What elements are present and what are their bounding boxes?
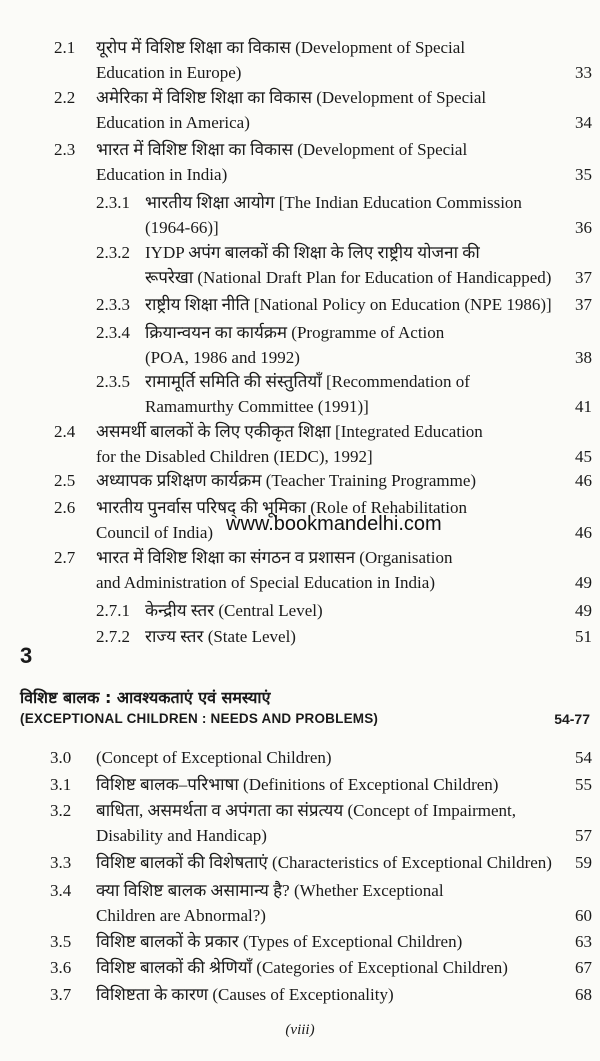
entry-page: 45 [575,447,592,466]
entry-page: 41 [575,397,592,416]
entry-title-line: भारतीय पुनर्वास परिषद् की भूमिका (Role of Rehabilitation [96,498,467,517]
entry-title-line: Ramamurthy Committee (1991)] [145,397,369,416]
entry-title-line: for the Disabled Children (IEDC), 1992] [96,447,373,466]
entry-title-line: (POA, 1986 and 1992) [145,348,300,367]
entry-number: 3.0 [50,748,72,767]
entry-title [96,468,476,493]
entry-page: 59 [575,853,592,872]
entry-number: 2.3.4 [96,323,130,342]
entry-title-line: Council of India) [96,523,214,542]
chapter-number: 3 [20,643,33,668]
entry-title-line: भारत में विशिष्ट शिक्षा का विकास (Development of Special [96,140,468,159]
entry-title [96,745,332,770]
entry-title-line: (1964-66)] [145,218,219,237]
entry-title [96,850,552,875]
entry-number: 2.3.2 [96,243,130,262]
chapter-title-hindi: विशिष्ट बालक : आवश्यकताएं एवं समस्याएं [20,688,271,707]
entry-title [145,190,522,240]
entry-page: 36 [575,218,592,237]
entry-number: 3.2 [50,801,72,820]
entry-title-line: and Administration of Special Education in India) [96,573,435,592]
entry-title [96,85,486,135]
entry-page: 57 [575,826,592,845]
entry-title-line: विशिष्टता के कारण (Causes of Exceptionality) [96,985,394,1004]
watermark-url: www.bookmandelhi.com [226,513,442,535]
chapter-title-english: (EXCEPTIONAL CHILDREN : NEEDS AND PROBLEMS) [20,711,379,726]
entry-number: 2.6 [54,498,76,517]
entry-page: 33 [575,63,592,82]
entry-title-line: विशिष्ट बालक–परिभाषा (Definitions of Exceptional Children) [96,775,499,794]
entry-page: 49 [575,601,592,620]
entry-title-line: राष्ट्रीय शिक्षा नीति [National Policy on Education (NPE 1986)] [145,295,552,314]
entry-page: 46 [575,471,592,490]
entry-title-line: विशिष्ट बालकों की विशेषताएं (Characteristics of Exceptional Children) [96,853,552,872]
entry-number: 3.4 [50,881,72,900]
entry-title-line: विशिष्ट बालकों की श्रेणियाँ (Categories of Exceptional Children) [96,958,508,977]
entry-title-line: बाधिता, असमर्थता व अपंगता का संप्रत्यय (Concept of Impairment, [96,801,516,820]
entry-title [145,598,323,623]
entry-title-line: भारतीय शिक्षा आयोग [The Indian Education Commission [145,193,522,212]
entry-title-line: रूपरेखा (National Draft Plan for Education of Handicapped) [145,268,552,287]
entry-number: 2.2 [54,88,76,107]
entry-number: 2.3.3 [96,295,130,314]
entry-title [96,35,465,85]
entry-number: 2.7.1 [96,601,130,620]
entry-page: 38 [575,348,592,367]
entry-number: 2.3 [54,140,76,159]
entry-page: 46 [575,523,592,542]
entry-number: 3.1 [50,775,72,794]
entry-title [96,982,394,1007]
entry-title-line: यूरोप में विशिष्ट शिक्षा का विकास (Development of Special [96,38,466,57]
entry-number: 2.7 [54,548,76,567]
entry-page: 49 [575,573,592,592]
entry-number: 2.5 [54,471,76,490]
entry-title-line: Education in Europe) [96,63,242,82]
entry-number: 2.1 [54,38,76,57]
entry-title-line: Children are Abnormal?) [96,906,266,925]
entry-title-line: क्रियान्वयन का कार्यक्रम (Programme of Action [145,323,445,342]
entry-title-line: राज्य स्तर (State Level) [145,627,296,646]
entry-title-line: विशिष्ट बालकों के प्रकार (Types of Exceptional Children) [96,932,463,951]
entry-title-line: भारत में विशिष्ट शिक्षा का संगठन व प्रशासन (Organisation [96,548,453,567]
entry-number: 2.7.2 [96,627,130,646]
entry-number: 2.3.1 [96,193,130,212]
entry-page: 54 [575,748,592,767]
entry-title-line: अमेरिका में विशिष्ट शिक्षा का विकास (Development of Special [96,88,487,107]
entry-title [145,240,551,290]
entry-title-line: केन्द्रीय स्तर (Central Level) [145,601,323,620]
entry-page: 68 [575,985,592,1004]
entry-page: 51 [575,627,592,646]
entry-page: 34 [575,113,592,132]
entry-title-line: Disability and Handicap) [96,826,267,845]
entry-page: 37 [575,268,592,287]
entry-title [145,292,552,317]
entry-title-line: Education in India) [96,165,228,184]
entry-page: 67 [575,958,592,977]
entry-page: 35 [575,165,592,184]
entry-title [145,624,296,649]
entry-page: 55 [575,775,592,794]
chapter-page-range: 54-77 [554,711,590,727]
entry-number: 2.3.5 [96,372,130,391]
entry-title [96,545,452,595]
entry-number: 3.7 [50,985,72,1004]
page-number-footer: (viii) [285,1022,315,1038]
entry-title [96,798,516,848]
entry-number: 2.4 [54,422,76,441]
entry-title-line: असमर्थी बालकों के लिए एकीकृत शिक्षा [Integrated Education [96,422,483,441]
entry-number: 3.3 [50,853,72,872]
entry-title-line: (Concept of Exceptional Children) [96,748,332,767]
entry-title [96,878,444,928]
entry-title-line: क्या विशिष्ट बालक असामान्य है? (Whether Exceptional [96,881,444,900]
entry-title-line: Education in America) [96,113,250,132]
entry-number: 3.5 [50,932,72,951]
entry-title [96,137,467,187]
entry-title-line: अध्यापक प्रशिक्षण कार्यक्रम (Teacher Training Programme) [96,471,477,490]
entry-title [145,320,444,370]
entry-title-line: रामामूर्ति समिति की संस्तुतियाँ [Recommendation of [145,372,470,391]
entry-title [96,955,508,980]
entry-page: 63 [575,932,592,951]
entry-title [96,419,483,469]
entry-number: 3.6 [50,958,72,977]
entry-page: 60 [575,906,592,925]
entry-title [145,369,470,419]
entry-page: 37 [575,295,592,314]
entry-title-line: IYDP अपंग बालकों की शिक्षा के लिए राष्ट्रीय योजना की [145,243,480,262]
entry-title [96,772,498,797]
entry-title [96,929,462,954]
